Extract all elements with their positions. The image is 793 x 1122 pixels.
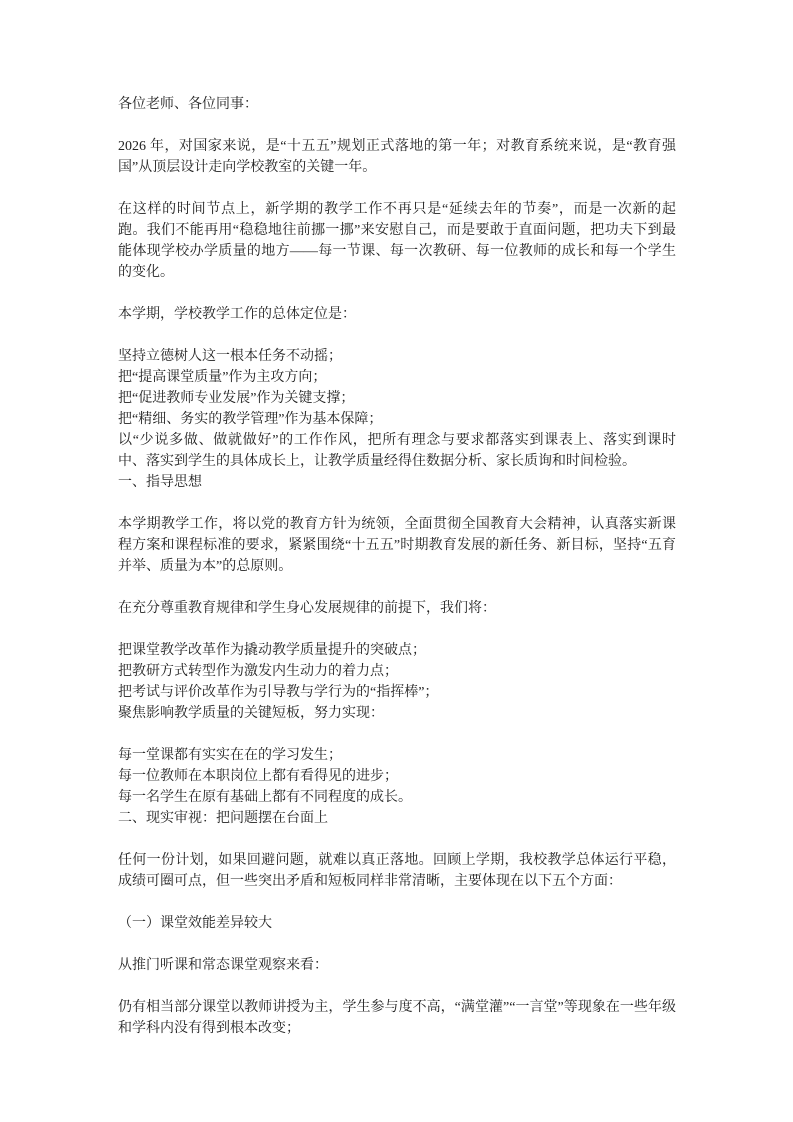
text-line: 二、现实审视：把问题摆在台面上 xyxy=(118,811,328,826)
paragraph xyxy=(118,913,676,934)
text-line: 每一位教师在本职岗位上都有看得见的进步； xyxy=(118,769,398,784)
paragraph xyxy=(118,304,676,325)
text-line: 仍有相当部分课堂以教师讲授为主，学生参与度不高，“满堂灌”“一言堂”等现象在一些年级和学科内没有得到根本改变； xyxy=(118,1000,676,1036)
text-line: 一、指导思想 xyxy=(118,475,202,490)
text-line: 把课堂教学改革作为撬动教学质量提升的突破点； xyxy=(118,643,426,658)
text-line: 聚焦影响教学质量的关键短板，努力实现： xyxy=(118,706,384,721)
paragraph xyxy=(118,199,676,283)
paragraph xyxy=(118,640,676,724)
text-line: 把“促进教师专业发展”作为关键支撑； xyxy=(118,391,355,406)
text-line: 坚持立德树人这一根本任务不动摇； xyxy=(118,349,342,364)
paragraph xyxy=(118,94,676,115)
text-line: 任何一份计划，如果回避问题，就难以真正落地。回顾上学期，我校教学总体运行平稳，成绩可圈可点，但一些突出矛盾和短板同样非常清晰，主要体现在以下五个方面： xyxy=(118,853,676,889)
text-line: 把“提高课堂质量”作为主攻方向； xyxy=(118,370,327,385)
text-line: 把“精细、务实的教学管理”作为基本保障； xyxy=(118,412,383,427)
paragraph xyxy=(118,514,676,577)
text-line: 本学期，学校教学工作的总体定位是： xyxy=(118,307,356,322)
text-line: 把考试与评价改革作为引导教与学行为的“指挥棒”； xyxy=(118,685,439,700)
paragraph xyxy=(118,745,676,829)
paragraph xyxy=(118,346,676,493)
text-line: 每一堂课都有实实在在的学习发生； xyxy=(118,748,342,763)
paragraph xyxy=(118,997,676,1039)
paragraph xyxy=(118,136,676,178)
text-line: 从推门听课和常态课堂观察来看： xyxy=(118,958,328,973)
document-body xyxy=(118,94,676,1039)
paragraph xyxy=(118,955,676,976)
text-line: 每一名学生在原有基础上都有不同程度的成长。 xyxy=(118,790,412,805)
text-line: 以“少说多做、做就做好”的工作作风，把所有理念与要求都落实到课表上、落实到课时中、落实到学生的具体成长上，让教学质量经得住数据分析、家长质询和时间检验。 xyxy=(118,433,676,469)
paragraph xyxy=(118,598,676,619)
text-line: 本学期教学工作，将以党的教育方针为统领，全面贯彻全国教育大会精神，认真落实新课程方案和课程标准的要求，紧紧围绕“十五五”时期教育发展的新任务、新目标，坚持“五育并举、质量为本”的总原则。 xyxy=(118,517,676,574)
text-line: 在充分尊重教育规律和学生身心发展规律的前提下，我们将： xyxy=(118,601,496,616)
text-line: 把教研方式转型作为激发内生动力的着力点； xyxy=(118,664,398,679)
text-line: 2026 年，对国家来说，是“十五五”规划正式落地的第一年；对教育系统来说，是“教育强国”从顶层设计走向学校教室的关键一年。 xyxy=(118,139,676,175)
text-line: 在这样的时间节点上，新学期的教学工作不再只是“延续去年的节奏”，而是一次新的起跑。我们不能再用“稳稳地往前挪一挪”来安慰自己，而是要敢于直面问题，把功夫下到最能体现学校办学质量的地方——每一节课、每一次教研、每一位教师的成长和每一个学生的变化。 xyxy=(118,202,676,280)
paragraph xyxy=(118,850,676,892)
text-line: （一）课堂效能差异较大 xyxy=(118,916,272,931)
text-line: 各位老师、各位同事： xyxy=(118,97,258,112)
